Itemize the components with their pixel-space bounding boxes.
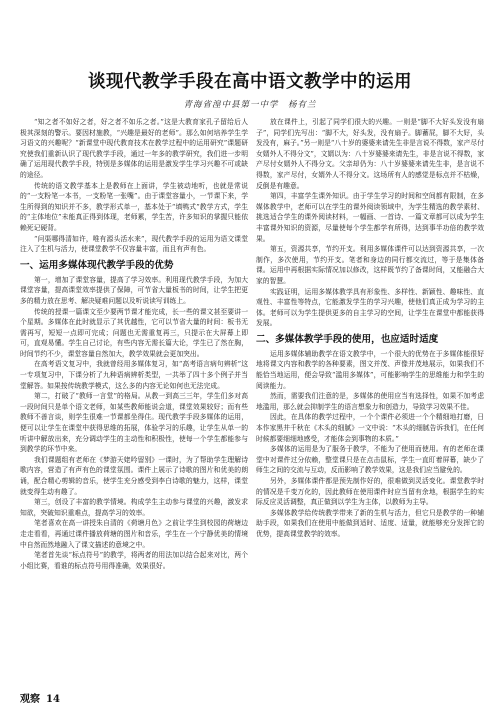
paragraph: 我们课题组有老师在《梦游天姥吟留别》一课时，为了帮助学生理解诗歌内容，营造了有声有色的课堂氛围。课件上展示了诗歌的图片和优美的朗诵，配合精心剪辑的音乐，使学生充分感受到李白诗歌的魅力，这样，课堂就变得生动有趣了。 xyxy=(20,455,248,496)
section-heading: 二、多媒体教学手段的使用，也应适时适度 xyxy=(256,333,439,345)
paragraph: 然而，需要我们注意的是，多媒体的使用应当有选择性，如果不加考虑地滥用，那么就会抑制学生的语言想象力和创造力，导致学习效果不佳。 xyxy=(256,392,484,411)
article-title: 谈现代教学手段在高中语文教学中的运用 xyxy=(88,72,412,92)
article-byline: 青海省湟中县第一中学 杨有兰 xyxy=(183,100,317,110)
paragraph: 笔者喜欢在高一讲授朱自清的《荷塘月色》之前让学生到校园的荷塘边走走看看，再通过课件播放荷塘的图片和音乐，学生在一个宁静优美的情境中自然而然地融入了课文描述的意境之中。 xyxy=(20,519,248,549)
right-column xyxy=(256,117,484,687)
section-heading: 一、运用多媒体现代教学手段的优势 xyxy=(20,259,174,271)
paragraph: 多媒体的运用是为了服务于教学，不能为了使用而使用。有的老师在课堂中对课件过分依赖，整堂课只是在点击鼠标，学生一直盯着屏幕，缺少了师生之间的交流与互动，反而影响了教学效果，这是我们应当避免的。 xyxy=(256,445,484,475)
page-number: 14 xyxy=(46,694,60,705)
paragraph: 运用多媒体辅助教学在语文教学中，一个很大的优势在于多媒体能很好地将课文内容和教学的各种要素，图文并茂、声像并茂地展示，如果我们不能恰当地运用，便会导致“滥用多媒体”，可能影响学生的思维能力和学生的阅读能力。 xyxy=(256,349,484,390)
paragraph: 第三，创设了丰富的教学情境。构成学生主动参与课堂的兴趣，激发求知欲，突破知识重难点，提高学习的效率。 xyxy=(20,498,248,517)
paragraph: 放在课件上，引起了同学们很大的兴趣。一则是“脚不大好头发没有扇子”，同学们先写出：“脚不大，好头发，没有扇子。脚蓄屁，脚不大好，头发没有，麻子。”另一则是“八十岁的婆婆来请先生非是言说不得数，家产尽付女婿外人不得分文”，文婿以为：八十岁婆婆来请先生，非是言说不得数，家产尽付女婿外人不得分文。父亲却仍为：八十岁婆婆来请先生非，是言说不得数，家产尽付，女婿外人不得分文。这场所有人的感觉是标点并不枯燥，反倒是有趣意。 xyxy=(256,118,484,190)
paragraph: “问渠哪得清如许，唯有源头活水来”，现代教学手段的运用为语文课堂注入了生机与活力，使课堂教学不仅容量丰富，而且有声有色。 xyxy=(20,234,248,254)
paragraph: 传统的授课一篇课文至少要两节课才能完成，长一些的课文甚至要讲一个星期。多媒体在此时就显示了其优越性，它可以节省大量的时间：板书无需再写，短短一点即可完成；问题也无需重复再三，只提示在大屏幕上即可，直观易懂。学生自己讨论，有些内容无需长篇大论，学生已了然在胸，时间节约不少，课堂容量自然加大，教学效果就会更加突出。 xyxy=(20,307,248,358)
paragraph: 多媒体教学给传统教学带来了新的生机与活力，但它只是教学的一种辅助手段，如果我们在使用中能做到适时、适度、适量，就能够充分发挥它的优势，提高课堂教学的效率。 xyxy=(256,508,484,538)
paragraph: 第五，资源共享，节约开支。利用多媒体课件可以达到资源共享，一次制作，多次使用，节约开支。笔者和身边的同行都交流过，等于是集体备课。运用中再根据实际情况加以修改，这样既节约了备课时间，又能融合大家的智慧。 xyxy=(256,245,484,285)
paragraph: 第一，增加了课堂容量，提高了学习效率。利用现代教学手段，为加大课堂容量，提高课堂效率提供了保障，可节省大量板书的时间，让学生把更多的精力放在思考、解决疑难问题以及听说读写训练上。 xyxy=(20,275,248,305)
paragraph: 传统的语文教学基本上是教师在上面讲，学生被动地听，也就是常说的“一支粉笔一本书，一支粉笔一张嘴”。由于课堂容量小，一节课下来，学生所得到的知识并不多，教学形式单一，基本处于“填鸭式”教学方式，学生的“主体地位”未能真正得到体现，老师累，学生苦，许多知识的掌握只能依赖死记硬背。 xyxy=(20,181,248,232)
paragraph: 第二，打破了“教师一言堂”的格局。从教一到高三三年，学生们多对高一段时间只是单个语文老师，如某些教师能说会道，课堂效果较好；而有些教师不善言谈，则学生很难一节课都坐得住。现代教学手段多媒体的运用，便可以让学生在课堂中获得思维的拓展，体验学习的乐趣，让学生从单一的听讲中解放出来，充分调动学生的主动性和积极性，使每一个学生都能参与到教学的环节中来。 xyxy=(20,392,248,454)
page-footer xyxy=(20,690,60,705)
paragraph: 在高考语文复习中，我就曾经用多媒体复习，如“高考语言病句辨析”这一专项复习中，下课分析了九种语病辨析类型，一共举了四十多个例子并当堂解答。如果按传统教学模式，这么多的内容无论如何也无法完成。 xyxy=(20,360,248,390)
paragraph: 因此，在具体的教学过程中，一个个课件必须进一个个精细地打磨，日本作家黑井千秋在《木头的细腻》一文中说：“木头的细腻告诉我们，在任何时候都要细细地感受，才能体会到事物的本质。” xyxy=(256,413,484,443)
paragraph: 实践证明，运用多媒体教学具有形象性、多样性、新颖性、趣味性、直观性、丰富性等特点，它能激发学生的学习兴趣，使他们真正成为学习的主体。老师可以为学生提供更多的自主学习的空间，让学生在课堂中都能获得发展。 xyxy=(256,287,484,328)
paragraph: “知之者不如好之者，好之者不如乐之者。”这是大教育家孔子留给后人极其深刻的警示。要因材施教，“兴趣是最好的老师”。那么如何培养学生学习语文的兴趣呢？“新课堂中现代教育技术在教学过程中的运用研究”课题研究使我们重新认识了现代教学手段，通过一年多的教学研究，我们进一步明确了运用现代教学手段，特别是多媒体的运用是激发学生学习兴趣不可或缺的途径。 xyxy=(20,118,248,179)
paragraph: 笔者首先谈“标点符号”的教学，将两者的用法加以结合起来对比，两个小组比赛，看谁的标点符号用得准确，效果很好。 xyxy=(20,551,248,570)
left-column xyxy=(20,117,248,687)
paragraph: 第四，丰富学生课外知识。由于学生学习的时间和空间都有限制，在多媒体教学中，老师可以在学生的课外阅读领域中，为学生精选的教学素材、挑选适合学生的课外阅读材料，一幅画、一首诗、一篇文章都可以成为学生丰富课外知识的资源，尽量使每个学生都学有所得，达到事半功倍的教学效果。 xyxy=(256,192,484,243)
journal-name: 观察 xyxy=(20,694,40,705)
paragraph: 另外，多媒体课件都是预先制作好的，很难做到灵活变化。课堂教学时的情况是千变万化的，因此教师在使用课件时应当留有余地，根据学生的实际反应灵活调整，真正做到以学生为主体，以教师为主导。 xyxy=(256,477,484,507)
